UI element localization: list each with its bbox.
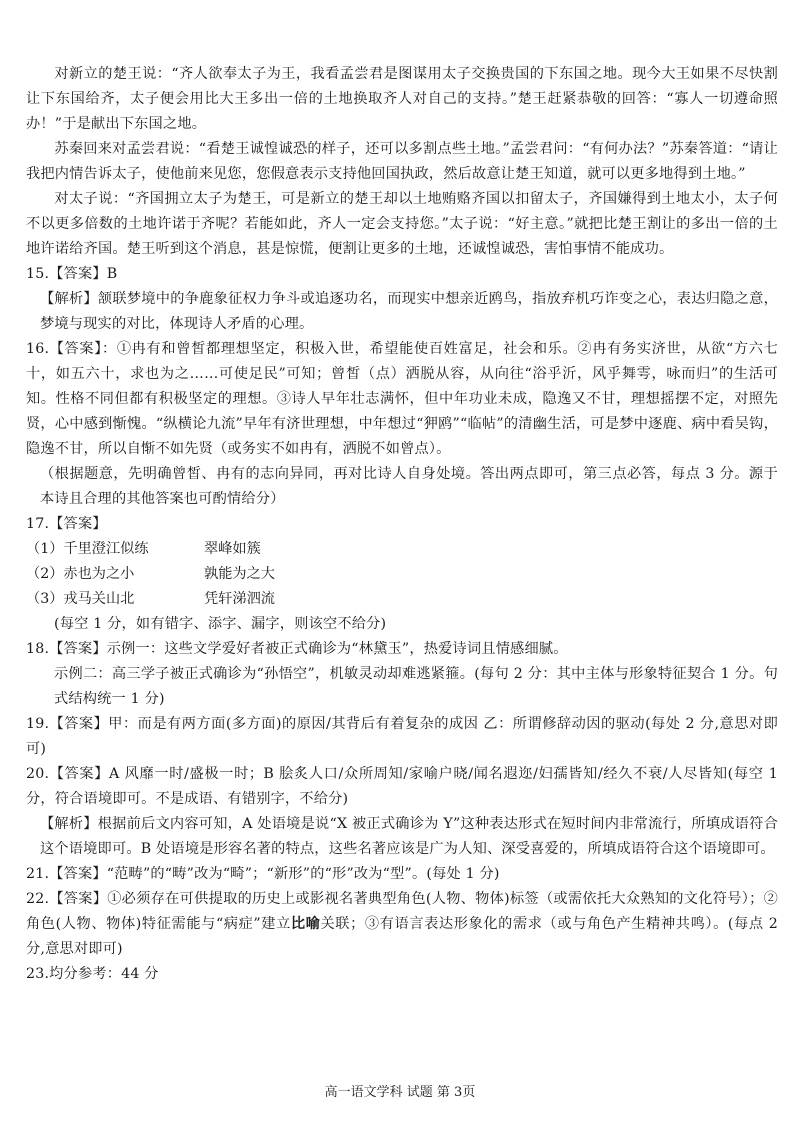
q18-answer-line-2: 示例二：高三学子被正式确诊为“孙悟空”，机敏灵动却难逃紧箍。(每句 2 分：其中主体与形象特征契合 1 分。句式结构统一 1 分) bbox=[54, 666, 778, 707]
q16-answer: 16.【答案】：①冉有和曾皙都理想坚定，积极入世，希望能使百姓富足，社会和乐。②冉有务实济世，从欲“方六七十，如五六十，求也为之……可使足民”可知；曾皙（点）洒脱从容，从向往“浴乎沂，风乎舞雩，咏而归”的生活可知。性格不同但都有积极坚定的理想。③诗人早年壮志满怀，但中年功业未成，隐逸又不甘，理想摇摆不定，对照先贤，心中感到惭愧。“纵横论九流”早年有济世理想，中年想过“狎鸥”“临帖”的清幽生活，可是梦中逐鹿、病中看吴钩，隐逸不甘，所以自惭不如先贤（或务实不如冉有，洒脱不如曾点）。 bbox=[26, 341, 778, 457]
page-footer: 高一语文学科 试题 第 3页 bbox=[324, 1085, 476, 1100]
q17-row-3-second: 凭轩涕泗流 bbox=[204, 591, 275, 607]
q17-row-1-first: （1）千里澄江似练 bbox=[26, 541, 149, 557]
q21-answer: 21.【答案】“范畴”的“畴”改为“畸”；“新形”的“形”改为“型”。(每处 1 分) bbox=[26, 866, 500, 882]
q17-row-1-second: 翠峰如簇 bbox=[204, 541, 261, 557]
q23-answer: 23.均分参考：44 分 bbox=[26, 966, 159, 982]
passage-paragraph-2: 苏秦回来对孟尝君说：“看楚王诚惶诚恐的样子，还可以多割点些土地。”孟尝君问：“有何办法？”苏秦答道：“请让我把内情告诉太子，使他前来见您，您假意表示支持他回国执政，然后故意让楚王知道，就可以更多地得到土地。” bbox=[26, 141, 778, 182]
q20-analysis: 【解析】根据前后文内容可知，A 处语境是说“X 被正式确诊为 Y”这种表达形式在短时间内非常流行，所填成语符合这个语境即可。B 处语境是形容名著的特点，这些名著应该是广为人知、深受喜爱的，所填成语符合这个语境即可。 bbox=[40, 816, 778, 857]
q22-answer-part-2: 关联；③有语言表达形象化的需求（或与角色产生精神共鸣）。(每点 2 分,意思对即可) bbox=[26, 916, 778, 957]
q17-note: (每空 1 分，如有错字、添字、漏字，则该空不给分) bbox=[54, 616, 387, 632]
q17-row-2-second: 孰能为之大 bbox=[204, 566, 275, 582]
q18-answer-line-1: 18.【答案】示例一：这些文学爱好者被正式确诊为“林黛玉”，热爱诗词且情感细腻。 bbox=[26, 641, 568, 657]
q17-row-3-first: （3）戎马关山北 bbox=[26, 591, 135, 607]
q22-answer-part-1: 22.【答案】①必须存在可供提取的历史上或影视名著典型角色(人物、物体)标签（或需依托大众熟知的文化符号）；②角色(人物、物体)特征需能与“病症”建立 bbox=[26, 891, 778, 932]
q17-row-2-first: （2）赤也为之小 bbox=[26, 566, 135, 582]
q17-row-1 bbox=[26, 537, 778, 562]
q17-row-3 bbox=[26, 587, 778, 612]
q15-answer: 15.【答案】B bbox=[26, 266, 118, 282]
q19-answer: 19.【答案】甲：而是有两方面(多方面)的原因/其背后有着复杂的成因 乙：所谓修辞动因的驱动(每处 2 分,意思对即可) bbox=[26, 716, 778, 757]
q16-note: （根据题意，先明确曾皙、冉有的志向异同，再对比诗人自身处境。答出两点即可，第三点必答，每点 3 分。源于本诗且合理的其他答案也可酌情给分） bbox=[40, 466, 778, 507]
q22-bold-word: 比喻 bbox=[290, 916, 321, 932]
q20-answer: 20.【答案】A 风靡一时/盛极一时；B 脍炙人口/众所周知/家喻户晓/闻名遐迩/妇孺皆知/经久不衰/人尽皆知(每空 1 分，符合语境即可。不是成语、有错别字，不给分) bbox=[26, 766, 778, 807]
passage-paragraph-1: 对新立的楚王说：“齐人欲奉太子为王，我看孟尝君是图谋用太子交换贵国的下东国之地。现今大王如果不尽快割让下东国给齐，太子便会用比大王多出一倍的土地换取齐人对自己的支持。”楚王赶紧恭敬的回答：“寡人一切遵命照办！”于是献出下东国之地。 bbox=[26, 66, 778, 132]
q15-analysis: 【解析】颔联梦境中的争鹿象征权力争斗或追逐功名，而现实中想亲近鸥鸟，指放弃机巧诈变之心，表达归隐之意，梦境与现实的对比，体现诗人矛盾的心理。 bbox=[40, 291, 778, 332]
passage-paragraph-3: 对太子说：“齐国拥立太子为楚王，可是新立的楚王却以土地贿赂齐国以扣留太子，齐国嫌得到土地太小，太子何不以更多倍数的土地许诺于齐呢？若能如此，齐人一定会支持您。”太子说：“好主意。”就把比楚王割让的多出一倍的土地许诺给齐国。楚王听到这个消息，甚是惊慌，便割让更多的土地，还诚惶诚恐，害怕事情不能成功。 bbox=[26, 191, 778, 257]
q22-answer bbox=[26, 887, 778, 962]
q17-row-2 bbox=[26, 562, 778, 587]
q17-answer: 17.【答案】 bbox=[26, 516, 107, 532]
answer-key-body bbox=[26, 62, 778, 987]
